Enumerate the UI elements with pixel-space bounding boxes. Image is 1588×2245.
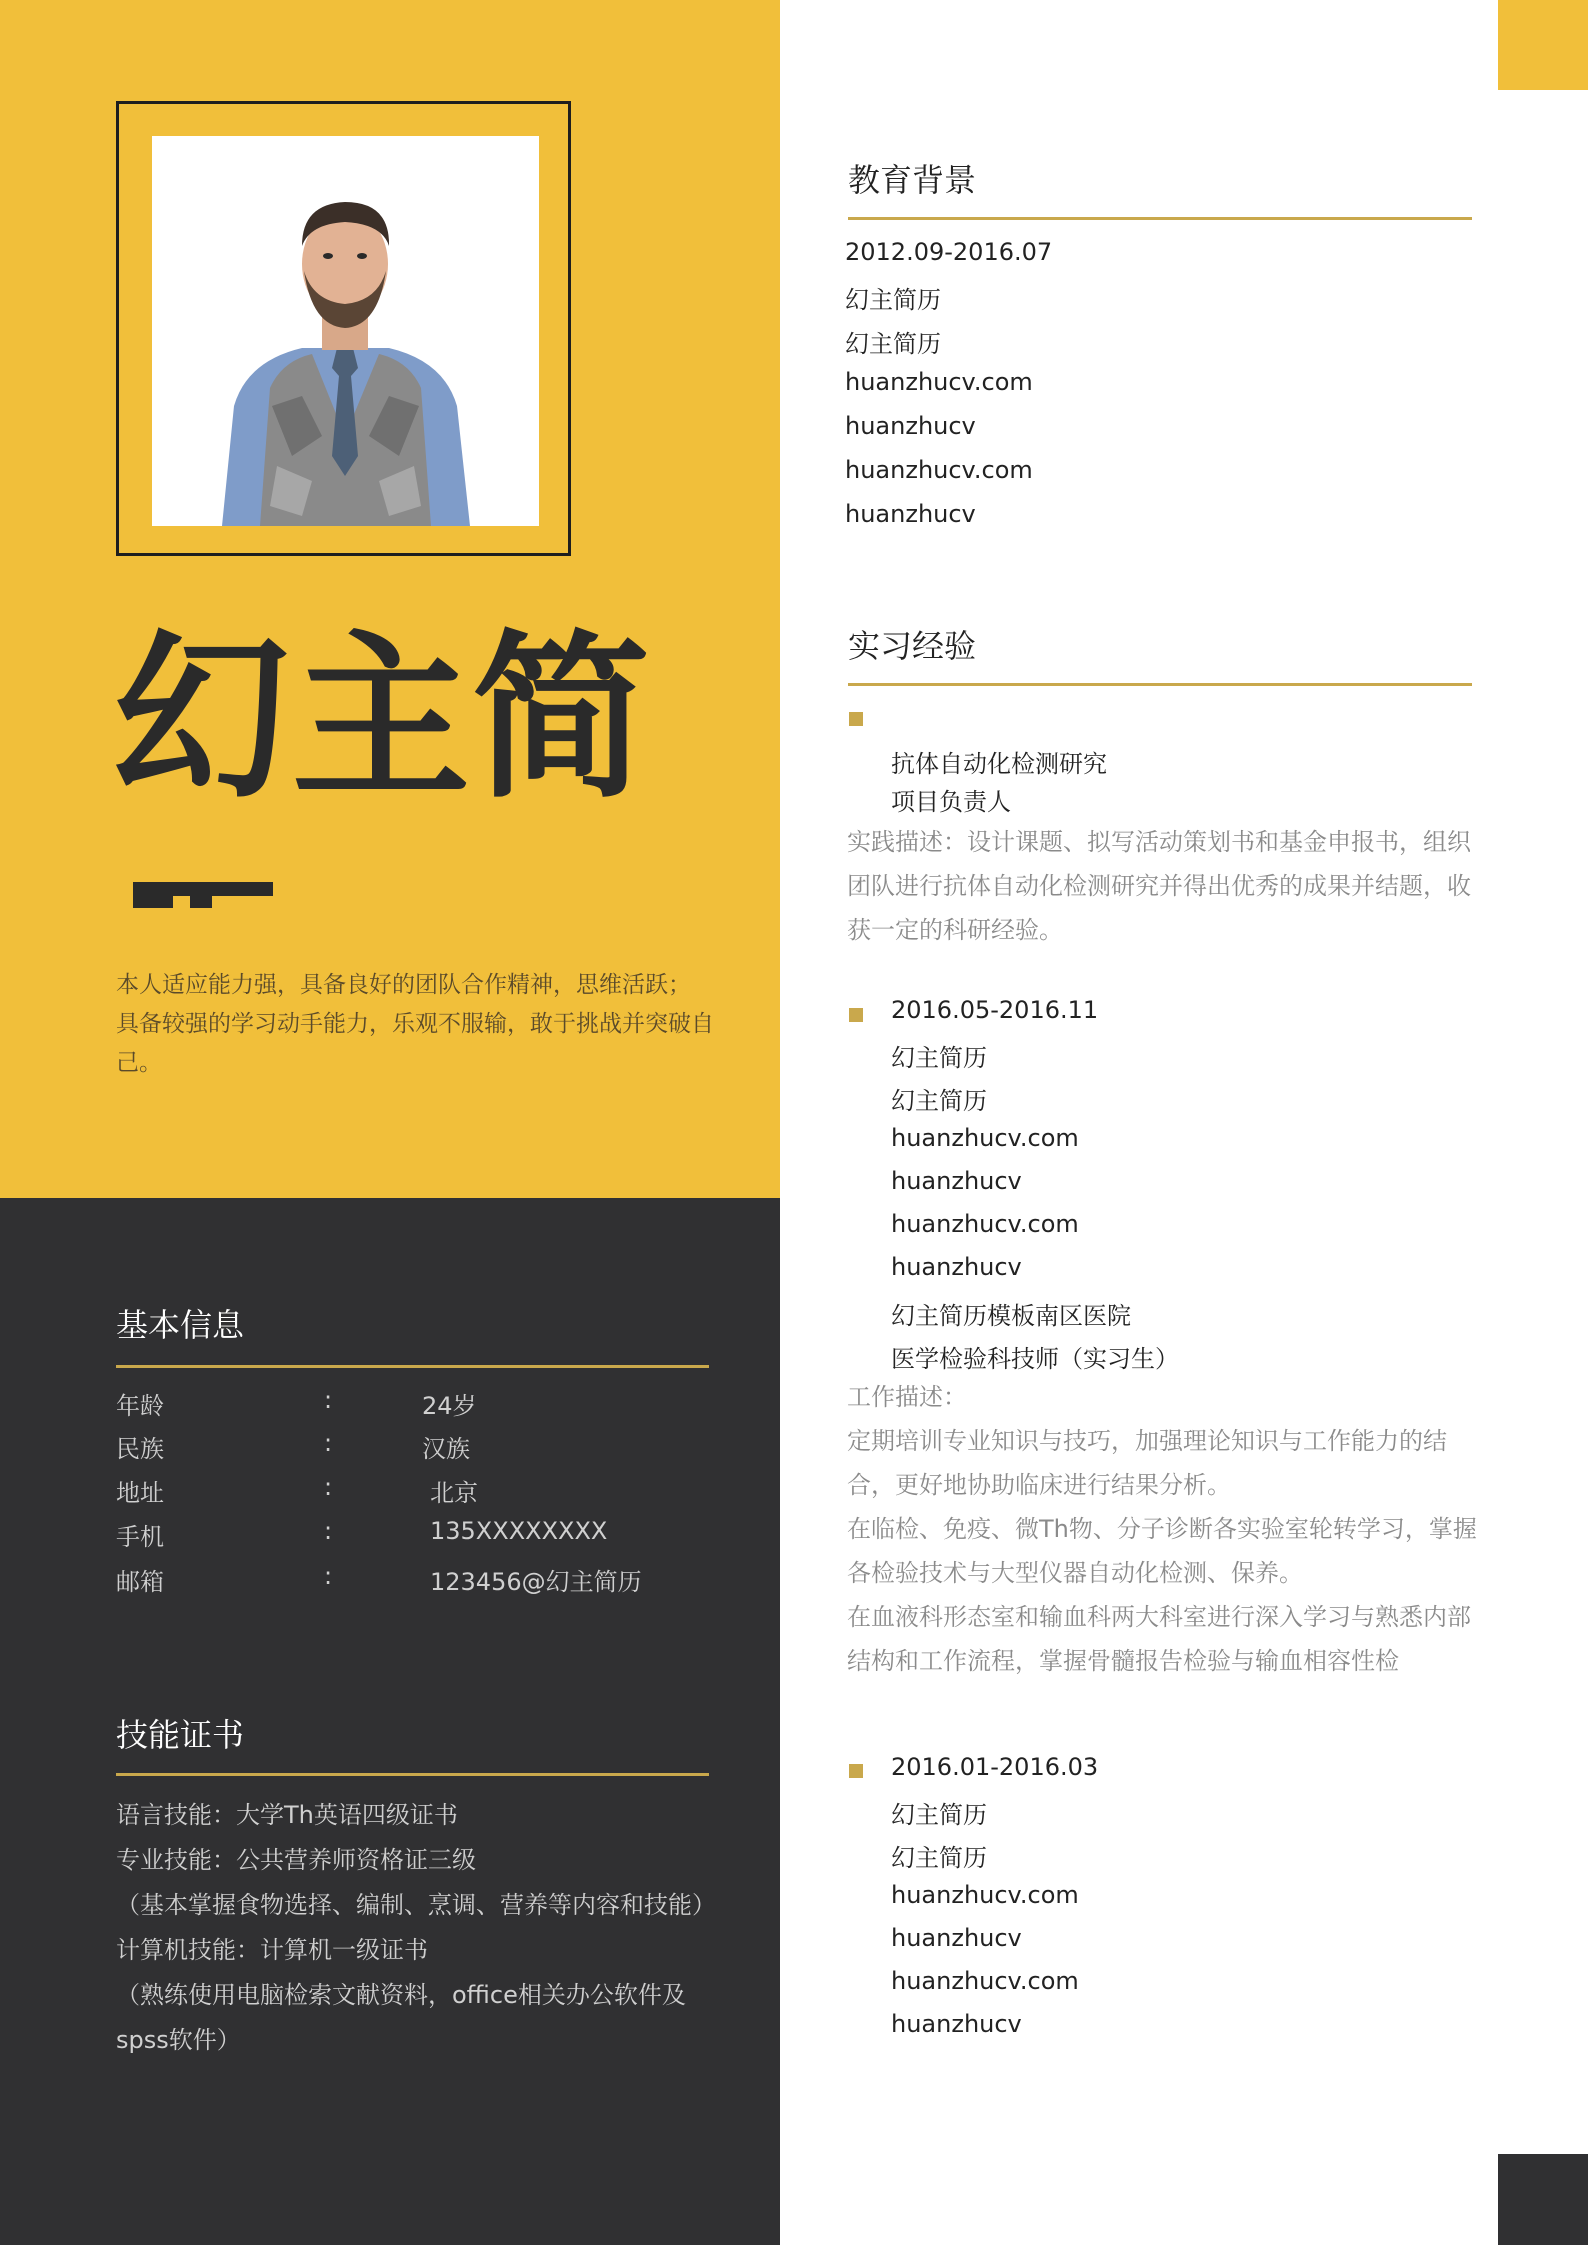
skills-title: 技能证书 xyxy=(116,1716,245,1754)
name-underline-segment xyxy=(190,896,212,908)
education-line: huanzhucv.com xyxy=(845,368,1033,396)
item-line: 项目负责人 xyxy=(891,788,1011,816)
item-line: huanzhucv xyxy=(891,1167,1022,1195)
description-line: 在临检、免疫、微Th物、分子诊断各实验室轮转学习，掌握各检验技术与大型仪器自动化检测、保养。 xyxy=(847,1515,1477,1587)
intro-line: 本人适应能力强，具备良好的团队合作精神，思维活跃； xyxy=(116,972,691,998)
skill-line: （熟练使用电脑检索文献资料，office相关办公软件及spss软件） xyxy=(116,1981,686,2054)
item-line: huanzhucv.com xyxy=(891,1124,1079,1152)
skill-line: 语言技能：大学Th英语四级证书 xyxy=(116,1801,458,1829)
skill-line: （基本掌握食物选择、编制、烹调、营养等内容和技能） xyxy=(116,1891,716,1919)
info-row-age: 年龄 : 24岁 xyxy=(116,1386,477,1420)
bullet-icon xyxy=(849,1008,863,1022)
item-line: huanzhucv xyxy=(891,1924,1022,1952)
info-row-address: 地址 : 北京 xyxy=(116,1473,478,1507)
item-description xyxy=(847,1375,1477,1683)
profile-name: 幻主简 xyxy=(112,615,652,822)
info-row-phone: 手机 : 135XXXXXXXX xyxy=(116,1517,608,1551)
item-line: huanzhucv.com xyxy=(891,1967,1079,1995)
self-introduction xyxy=(116,966,716,1083)
skills-rule xyxy=(116,1773,709,1776)
education-line: 幻主简历 xyxy=(845,330,941,358)
item-line: 2016.05-2016.11 xyxy=(891,996,1099,1024)
description-line: 定期培训专业知识与技巧，加强理论知识与工作能力的结合，更好地协助临床进行结果分析。 xyxy=(847,1427,1447,1499)
skill-line: 专业技能：公共营养师资格证三级 xyxy=(116,1846,476,1874)
education-rule xyxy=(848,217,1472,220)
item-line: 幻主简历模板南区医院 xyxy=(891,1302,1131,1330)
item-line: 幻主简历 xyxy=(891,1044,987,1072)
profile-photo xyxy=(152,136,539,526)
description-line: 在血液科形态室和输血科两大科室进行深入学习与熟悉内部结构和工作流程，掌握骨髓报告检验与输血相容性检 xyxy=(847,1603,1471,1675)
name-underline-segment xyxy=(133,896,173,908)
education-line: huanzhucv xyxy=(845,500,976,528)
corner-accent-bottom xyxy=(1498,2154,1588,2245)
skill-line: 计算机技能：计算机一级证书 xyxy=(116,1936,428,1964)
info-row-email: 邮箱 : 123456@幻主简历 xyxy=(116,1562,642,1596)
item-line: huanzhucv xyxy=(891,1253,1022,1281)
person-portrait-icon xyxy=(152,136,539,526)
item-line: 医学检验科技师（实习生） xyxy=(891,1345,1179,1373)
education-line: 幻主简历 xyxy=(845,286,941,314)
description-line: 工作描述： xyxy=(847,1383,967,1411)
item-line: huanzhucv xyxy=(891,2010,1022,2038)
item-line: huanzhucv.com xyxy=(891,1210,1079,1238)
education-line: huanzhucv xyxy=(845,412,976,440)
internship-title: 实习经验 xyxy=(848,627,977,665)
bullet-icon xyxy=(849,712,863,726)
skills-list xyxy=(116,1793,716,2063)
basic-info-title: 基本信息 xyxy=(116,1306,245,1344)
bullet-icon xyxy=(849,1764,863,1778)
info-row-ethnicity: 民族 : 汉族 xyxy=(116,1429,470,1463)
item-line: 幻主简历 xyxy=(891,1801,987,1829)
corner-accent-top xyxy=(1498,0,1588,90)
item-line: huanzhucv.com xyxy=(891,1881,1079,1909)
item-description xyxy=(847,820,1477,952)
item-line: 幻主简历 xyxy=(891,1844,987,1872)
intro-line: 具备较强的学习动手能力，乐观不服输，敢于挑战并突破自己。 xyxy=(116,1011,714,1076)
education-line: huanzhucv.com xyxy=(845,456,1033,484)
item-line: 2016.01-2016.03 xyxy=(891,1753,1099,1781)
item-line: 抗体自动化检测研究 xyxy=(891,750,1107,778)
description-line: 实践描述：设计课题、拟写活动策划书和基金申报书，组织团队进行抗体自动化检测研究并得出优秀的成果并结题，收获一定的科研经验。 xyxy=(847,828,1471,944)
education-title: 教育背景 xyxy=(848,161,977,199)
internship-rule xyxy=(848,683,1472,686)
item-line: 幻主简历 xyxy=(891,1087,987,1115)
basic-info-rule xyxy=(116,1365,709,1368)
education-line: 2012.09-2016.07 xyxy=(845,238,1053,266)
